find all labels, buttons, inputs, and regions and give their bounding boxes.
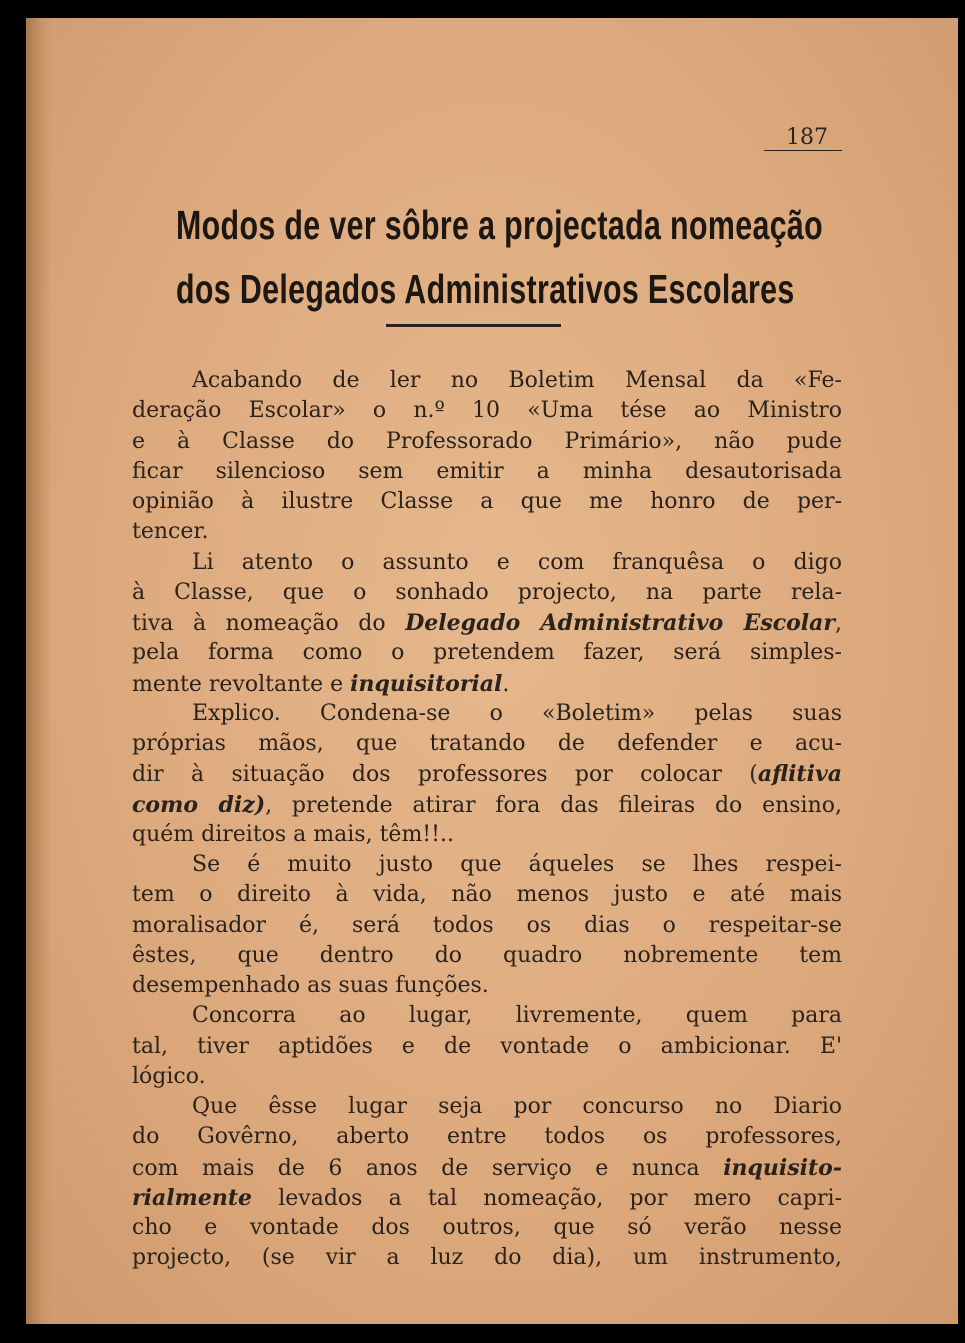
text-segment: do Govêrno, aberto entre todos os professores,	[132, 1124, 842, 1150]
text-segment: lógico.	[132, 1063, 206, 1089]
text-segment: cho e vontade dos outros, que só verão nesse	[132, 1215, 842, 1240]
text-segment: .	[502, 671, 510, 697]
title-line: Modos de ver sôbre a projectada nomeação	[176, 202, 824, 248]
text-line	[132, 1183, 842, 1213]
italic-text: rialmente	[132, 1184, 252, 1211]
text-line	[132, 517, 842, 547]
text-segment: próprias mãos, que tratando de defender e acu-	[132, 731, 842, 756]
text-line	[132, 548, 842, 578]
text-line	[132, 941, 842, 971]
text-segment: tencer.	[132, 519, 209, 545]
text-segment: desempenhado as suas funções.	[132, 973, 489, 998]
text-segment: Explico. Condena-se o «Boletim» pelas suas	[192, 700, 842, 726]
text-line	[132, 699, 842, 729]
italic-text: aflitiva	[757, 761, 842, 788]
text-segment: Concorra ao lugar, livremente, quem para	[192, 1003, 842, 1029]
text-segment: ,	[835, 611, 842, 636]
text-segment: Acabando de ler no Boletim Mensal da «Fe-	[192, 368, 842, 393]
text-line	[132, 1153, 842, 1183]
text-line	[132, 1122, 842, 1152]
italic-text: inquisito-	[723, 1154, 842, 1181]
italic-text: como diz)	[132, 791, 266, 818]
text-segment: , pretende atirar fora das fileiras do ensino,	[265, 792, 842, 818]
title-line: dos Delegados Administrativos Escolares	[176, 266, 795, 312]
text-segment: pela forma como o pretendem fazer, será simples-	[132, 640, 842, 666]
text-line	[132, 669, 842, 699]
page-number: 187	[764, 126, 842, 151]
text-line	[132, 971, 842, 1001]
text-line	[132, 427, 842, 457]
text-segment: tal, tiver aptidões e de vontade o ambicionar. E'	[132, 1033, 842, 1059]
text-line	[132, 1001, 842, 1031]
text-line	[132, 1243, 842, 1273]
text-line	[132, 729, 842, 759]
text-segment: opinião à ilustre Classe a que me honro de per-	[132, 489, 842, 514]
text-segment: moralisador é, será todos os dias o respeitar-se	[132, 912, 842, 938]
article-title	[176, 193, 824, 321]
text-segment: ficar silencioso sem emitir a minha desautorisada	[132, 458, 842, 484]
text-segment: com mais de 6 anos de serviço e nunca	[132, 1155, 724, 1181]
italic-text: Delegado Administrativo Escolar	[405, 610, 835, 636]
text-line	[132, 911, 842, 941]
text-line	[132, 1213, 842, 1243]
text-segment: tiva à nomeação do	[132, 611, 406, 636]
text-segment: projecto, (se vir a luz do dia), um instrumento,	[132, 1245, 842, 1271]
text-line	[132, 759, 842, 789]
text-segment: dir à situação dos professores por colocar (	[132, 762, 758, 788]
text-segment: e à Classe do Professorado Primário», não pude	[132, 428, 842, 454]
article-body	[132, 366, 842, 1274]
text-line	[132, 487, 842, 517]
book-page	[26, 18, 958, 1324]
text-segment: Se é muito justo que áqueles se lhes respei-	[192, 852, 842, 877]
text-line	[132, 880, 842, 910]
text-line	[132, 1032, 842, 1062]
text-segment: levados a tal nomeação, por mero capri-	[252, 1185, 842, 1211]
title-divider	[386, 324, 561, 327]
italic-text: inquisitorial	[350, 670, 503, 697]
text-segment: Que êsse lugar seja por concurso no Diario	[192, 1094, 842, 1119]
text-line	[132, 457, 842, 487]
text-line	[132, 820, 842, 850]
text-line	[132, 790, 842, 820]
text-line	[132, 396, 842, 426]
text-segment: êstes, que dentro do quadro nobremente tem	[132, 942, 842, 968]
text-line	[132, 366, 842, 396]
text-line	[132, 638, 842, 668]
text-segment: à Classe, que o sonhado projecto, na parte rela-	[132, 579, 842, 605]
text-line	[132, 1062, 842, 1092]
text-line	[132, 578, 842, 608]
text-segment: deração Escolar» o n.º 10 «Uma tése ao Ministro	[132, 398, 842, 424]
text-segment: mente revoltante e	[132, 671, 351, 697]
text-segment: quém direitos a mais, têm!!..	[132, 821, 454, 847]
text-segment: tem o direito à vida, não menos justo e até mais	[132, 882, 842, 908]
text-line	[132, 850, 842, 880]
text-segment: Li atento o assunto e com franquêsa o digo	[192, 549, 842, 575]
text-line	[132, 1092, 842, 1122]
text-line	[132, 608, 842, 638]
